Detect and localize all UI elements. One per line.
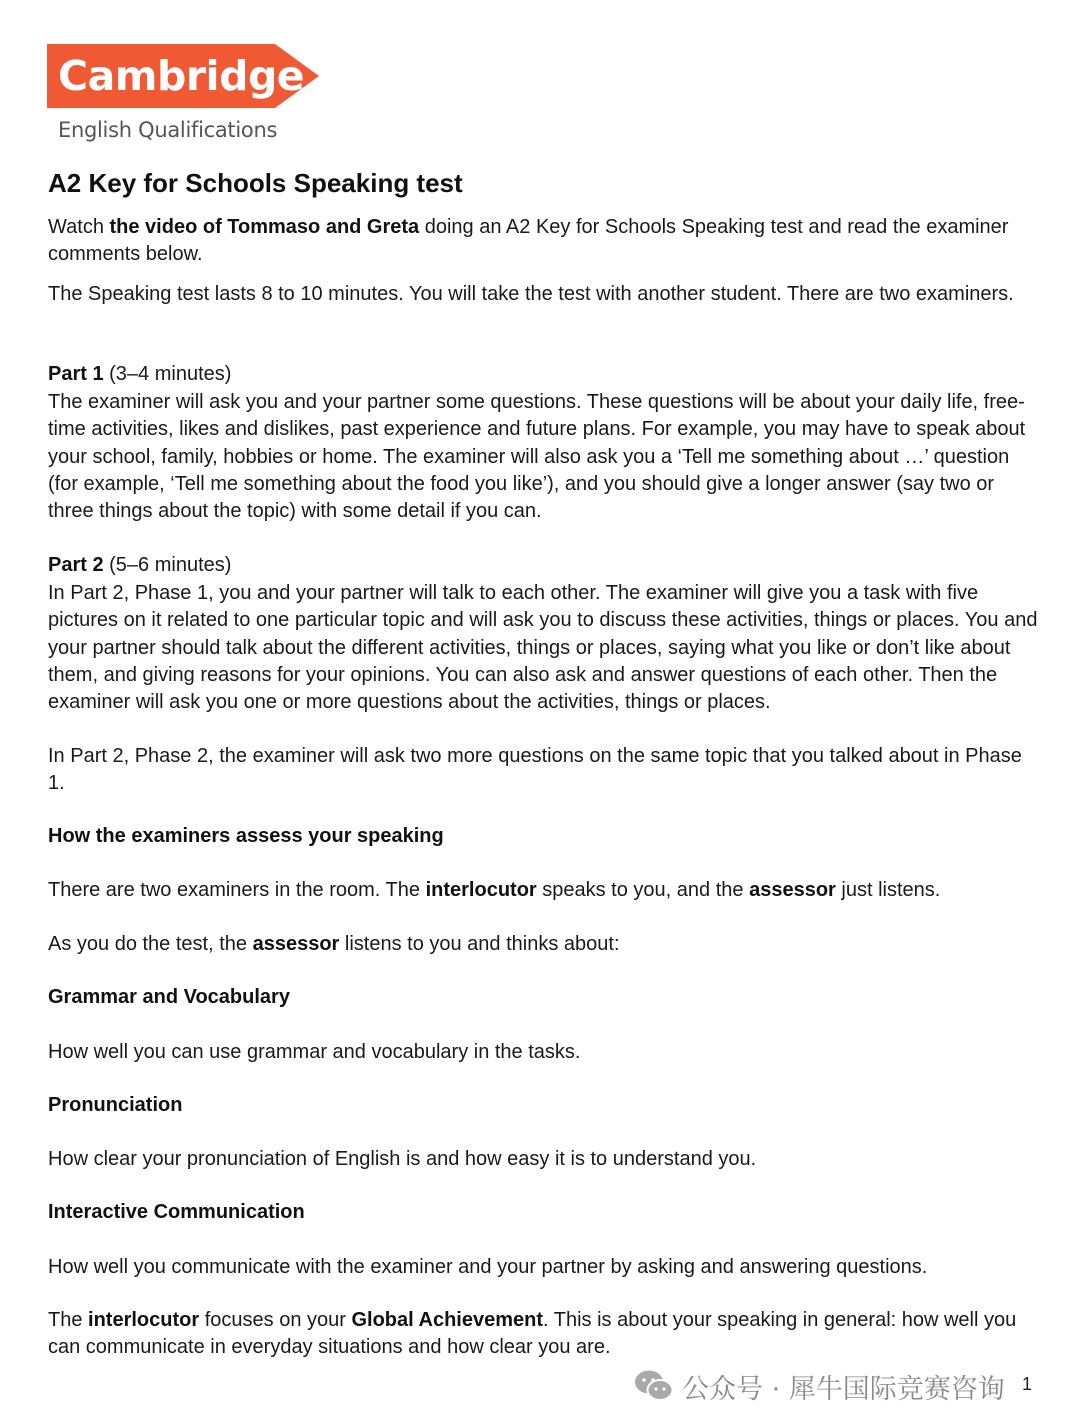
part2-heading: Part 2 (5–6 minutes)	[48, 554, 232, 576]
global-achievement-paragraph: The interlocutor focuses on your Global Achievement. This is about your speaking in general: how well you can communicate in everyday situations and how clear you are.	[48, 1309, 1017, 1359]
assessment-heading: How the examiners assess your speaking	[48, 825, 444, 847]
part1-text: The examiner will ask you and your partner some questions. These questions will be about your daily life, free-time activities, likes and dislikes, past experience and future plans. For example, you may have to speak about your school, family, hobbies or home. The examiner will also ask you a ‘Tell me something about …’ question (for example, ‘Tell me something about the food you like’), and you should give a longer answer (say two or three things about the topic) with some detail if you can.	[48, 391, 1026, 523]
assessor-paragraph: As you do the test, the assessor listens to you and thinks about:	[48, 933, 620, 955]
part1-heading: Part 1 (3–4 minutes)	[48, 363, 232, 385]
criterion-heading-interactive: Interactive Communication	[48, 1201, 305, 1223]
wechat-watermark	[634, 1366, 1005, 1406]
wechat-icon	[634, 1369, 674, 1403]
test-duration-paragraph: The Speaking test lasts 8 to 10 minutes. You will take the test with another student. There are two examiners.	[48, 283, 1014, 305]
logo-subtitle: English Qualifications	[58, 118, 278, 142]
criterion-text-interactive: How well you communicate with the examiner and your partner by asking and answering questions.	[48, 1256, 928, 1278]
part2-phase2-text: In Part 2, Phase 2, the examiner will ask two more questions on the same topic that you talked about in Phase 1.	[48, 745, 1022, 795]
part2-phase1-text: In Part 2, Phase 1, you and your partner will talk to each other. The examiner will give you a task with five pictures on it related to one particular topic and will ask you to discuss these activities, things or places. You and your partner should talk about the different activities, things or places, saying what you like or don’t like about them, and giving reasons for your opinions. You can also ask and answer questions of each other. Then the examiner will ask you one or more questions about the activities, things or places.	[48, 582, 1038, 714]
watermark-text: 公众号 · 犀牛国际竞赛咨询	[682, 1373, 1005, 1405]
cambridge-logo	[47, 44, 319, 108]
criterion-text-grammar: How well you can use grammar and vocabulary in the tasks.	[48, 1041, 581, 1063]
criterion-text-pronunciation: How clear your pronunciation of English is and how easy it is to understand you.	[48, 1148, 757, 1170]
page-number: 1	[1022, 1374, 1033, 1394]
intro-paragraph: Watch the video of Tommaso and Greta doing an A2 Key for Schools Speaking test and read the examiner comments below.	[48, 216, 1009, 266]
criterion-heading-grammar: Grammar and Vocabulary	[48, 986, 290, 1008]
logo-brand-text: Cambridge	[58, 52, 305, 100]
criterion-heading-pronunciation: Pronunciation	[48, 1094, 183, 1116]
examiners-paragraph: There are two examiners in the room. The interlocutor speaks to you, and the assessor just listens.	[48, 879, 941, 901]
video-link-text: the video of Tommaso and Greta	[109, 216, 420, 238]
page-title: A2 Key for Schools Speaking test	[48, 168, 463, 198]
